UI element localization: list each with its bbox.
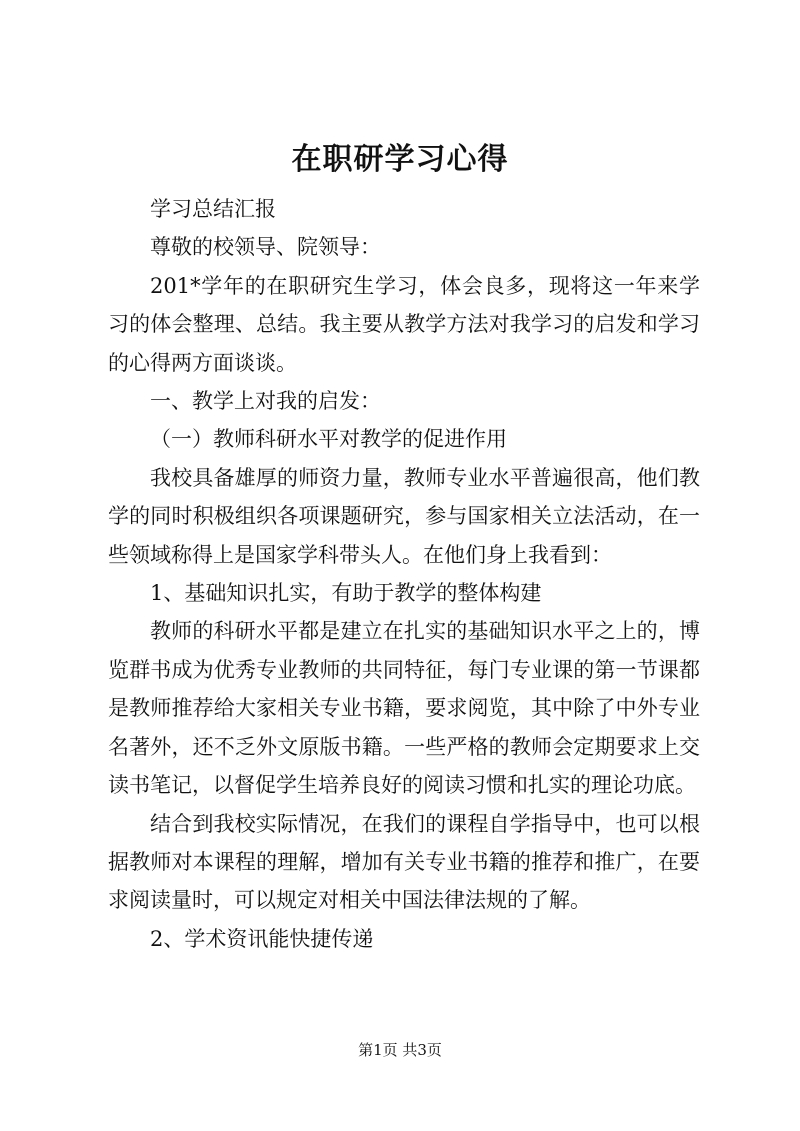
document-body — [108, 190, 700, 958]
paragraph-reading: 教师的科研水平都是建立在扎实的基础知识水平之上的，博览群书成为优秀专业教师的共同特征，每门专业课的第一节课都是教师推荐给大家相关专业书籍，要求阅览，其中除了中外专业名著外，还不乏外文原版书籍。一些严格的教师会定期要求上交读书笔记，以督促学生培养良好的阅读习惯和扎实的理论功底。 — [108, 619, 700, 798]
paragraph-application: 结合到我校实际情况，在我们的课程自学指导中，也可以根据教师对本课程的理解，增加有关专业书籍的推荐和推广，在要求阅读量时，可以规定对相关中国法律法规的了解。 — [108, 811, 700, 913]
page-footer: 第1页 共3页 — [358, 1041, 442, 1059]
point-heading-1: 1、基础知识扎实，有助于教学的整体构建 — [150, 581, 542, 606]
paragraph-salutation: 尊敬的校领导、院领导： — [150, 235, 381, 260]
paragraph-report-heading: 学习总结汇报 — [150, 197, 276, 221]
paragraph-faculty: 我校具备雄厚的师资力量，教师专业水平普遍很高，他们教学的同时积极组织各项课题研究，参与国家相关立法活动，在一些领域称得上是国家学科带头人。在他们身上我看到： — [108, 465, 700, 567]
subsection-heading-1: （一）教师科研水平对教学的促进作用 — [150, 427, 507, 452]
section-heading-1: 一、教学上对我的启发： — [150, 389, 381, 414]
paragraph-intro: 201*学年的在职研究生学习，体会良多，现将这一年来学习的体会整理、总结。我主要从教学方法对我学习的启发和学习的心得两方面谈谈。 — [108, 273, 700, 375]
document-title: 在职研学习心得 — [291, 142, 509, 177]
point-heading-2: 2、学术资讯能快捷传递 — [150, 926, 374, 951]
